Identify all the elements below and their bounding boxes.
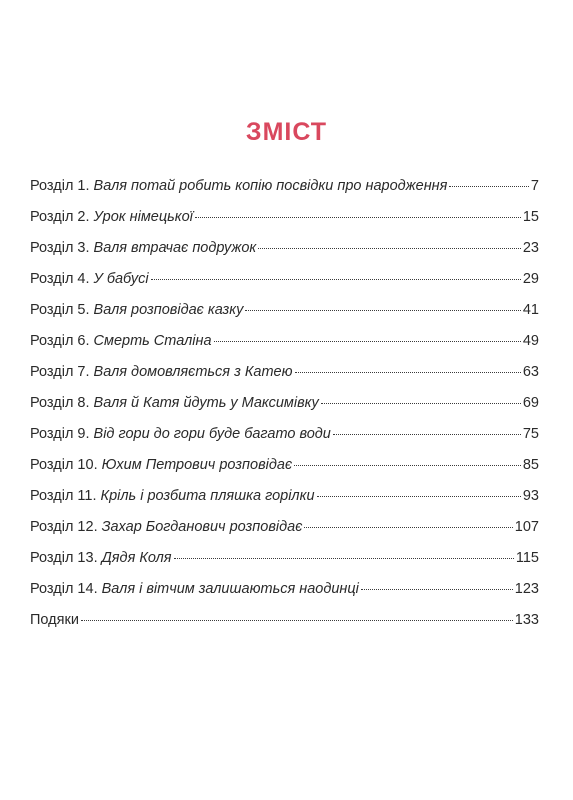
toc-page-number: 123 [514,581,539,597]
toc-entry [30,426,539,457]
toc-chapter-label: Розділ 6. [30,333,90,349]
toc-entry [30,178,539,209]
toc-page-number: 29 [522,271,539,287]
toc-page-number: 23 [522,240,539,256]
toc-entry [30,302,539,333]
toc-chapter-title: Кріль і розбита пляшка горілки [100,488,315,504]
toc-entry [30,240,539,271]
toc-chapter-title: Юхим Петрович розповідає [101,457,293,473]
toc-entry [30,209,539,240]
dot-leader [174,558,514,559]
toc-entry [30,364,539,395]
toc-entry [30,333,539,364]
toc-entry [30,488,539,519]
dot-leader [258,248,521,249]
toc-page-number: 49 [522,333,539,349]
toc-chapter-label: Розділ 7. [30,364,90,380]
toc-chapter-title: Валя потай робить копію посвідки про народження [93,178,448,194]
toc-chapter-label: Розділ 8. [30,395,90,411]
dot-leader [304,527,512,528]
toc-page-number: 75 [522,426,539,442]
toc-chapter-label: Розділ 14. [30,581,98,597]
toc-chapter-label: Розділ 9. [30,426,90,442]
toc-page-number: 15 [522,209,539,225]
toc-chapter-label: Розділ 13. [30,550,98,566]
toc-chapter-title: Від гори до гори буде багато води [93,426,331,442]
dot-leader [81,620,513,621]
dot-leader [449,186,529,187]
toc-chapter-title: Валя домовляється з Катею [93,364,293,380]
toc-chapter-label: Розділ 2. [30,209,90,225]
toc-chapter-label: Розділ 4. [30,271,90,287]
toc-page-number: 69 [522,395,539,411]
toc-chapter-label: Розділ 12. [30,519,98,535]
toc-page-number: 41 [522,302,539,318]
dot-leader [317,496,521,497]
dot-leader [361,589,513,590]
dot-leader [195,217,521,218]
toc-entry [30,550,539,581]
toc-page-number: 7 [530,178,539,194]
toc-chapter-title: У бабусі [93,271,149,287]
page-title: ЗМІСТ [245,118,328,146]
toc-page-number: 107 [514,519,539,535]
toc-chapter-title: Валя і вітчим залишаються наодинці [101,581,359,597]
toc-chapter-title: Валя втрачає подружок [93,240,257,256]
dot-leader [321,403,521,404]
dot-leader [333,434,521,435]
toc-page-number: 63 [522,364,539,380]
toc-entry [30,519,539,550]
toc-chapter-title: Дядя Коля [101,550,172,566]
toc-page-number: 133 [514,612,539,628]
toc-entry [30,457,539,488]
dot-leader [245,310,521,311]
table-of-contents [30,178,539,643]
toc-chapter-label: Розділ 5. [30,302,90,318]
dot-leader [214,341,521,342]
toc-chapter-title: Валя розповідає казку [93,302,244,318]
toc-chapter-label: Подяки [30,612,79,628]
dot-leader [294,465,521,466]
toc-entry [30,271,539,302]
toc-chapter-title: Валя й Катя йдуть у Максимівку [93,395,319,411]
toc-chapter-label: Розділ 1. [30,178,90,194]
toc-chapter-label: Розділ 10. [30,457,98,473]
toc-page-number: 115 [515,550,539,566]
toc-chapter-label: Розділ 11. [30,488,97,504]
toc-page-number: 85 [522,457,539,473]
toc-chapter-title: Смерть Сталіна [93,333,212,349]
toc-entry [30,581,539,612]
toc-chapter-title: Захар Богданович розповідає [101,519,303,535]
toc-entry [30,395,539,426]
toc-page-number: 93 [522,488,539,504]
toc-entry-acknowledgements [30,612,539,643]
toc-chapter-label: Розділ 3. [30,240,90,256]
dot-leader [151,279,521,280]
dot-leader [295,372,521,373]
toc-chapter-title: Урок німецької [93,209,193,225]
